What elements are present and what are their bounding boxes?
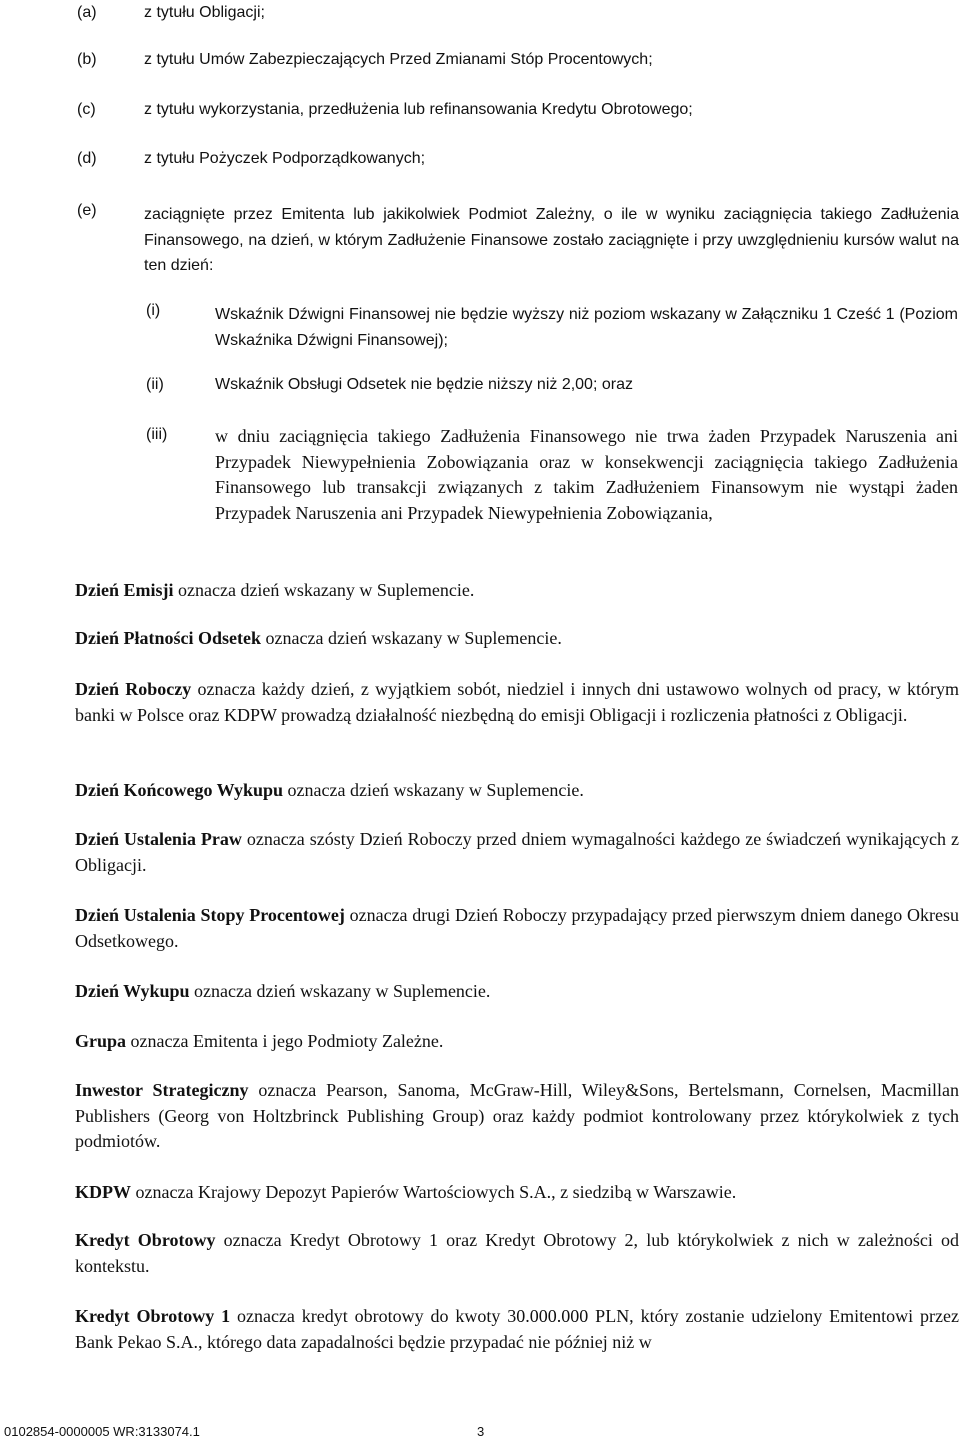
definition-term: Dzień Wykupu: [75, 981, 190, 1001]
list-text: z tytułu Umów Zabezpieczających Przed Zmianami Stóp Procentowych;: [144, 51, 653, 68]
list-text: z tytułu Obligacji;: [144, 4, 265, 21]
definition-term: Dzień Roboczy: [75, 679, 192, 699]
definition-text: oznacza Emitenta i jego Podmioty Zależne.: [126, 1031, 444, 1051]
definition-dzien-koncowego-wykupu: [75, 778, 959, 804]
definition-term: Dzień Ustalenia Stopy Procentowej: [75, 905, 345, 925]
list-label: (a): [77, 4, 97, 21]
definition-text: oznacza szósty Dzień Roboczy przed dniem wymagalności każdego ze świadczeń wynikających z Obligacji.: [75, 829, 959, 875]
definition-dzien-emisji: [75, 578, 959, 604]
sub-label: (i): [146, 302, 161, 319]
sub-text: w dniu zaciągnięcia takiego Zadłużenia Finansowego nie trwa żaden Przypadek Naruszenia ani Przypadek Niewypełnienia Zobowiązania oraz w konsekwencji zaciągnięcia takiego Zadłużenia Finansowego lub transakcji związanych z takim Zadłużeniem Finansowym nie wystąpi żaden Przypadek Naruszenia ani Przypadek Niewypełnienia Zobowiązania,: [215, 426, 958, 523]
list-text: zaciągnięte przez Emitenta lub jakikolwiek Podmiot Zależny, o ile w wyniku zaciągnięcia takiego Zadłużenia Finansowego, na dzień, w którym Zadłużenie Finansowe zostało zaciągnięte i przy uwzględnieniu kursów walut na ten dzień:: [144, 206, 959, 274]
sub-text: Wskaźnik Dźwigni Finansowej nie będzie wyższy niż poziom wskazany w Załączniku 1 Cześć 1 (Poziom Wskaźnika Dźwigni Finansowej);: [215, 306, 958, 349]
definition-dzien-wykupu: [75, 979, 959, 1005]
definition-term: KDPW: [75, 1182, 131, 1202]
definition-text: oznacza dzień wskazany w Suplemencie.: [261, 628, 562, 648]
list-label: (c): [77, 101, 96, 118]
list-text: z tytułu Pożyczek Podporządkowanych;: [144, 150, 426, 167]
list-label: (e): [77, 202, 97, 219]
definition-text: oznacza kredyt obrotowy do kwoty 30.000.000 PLN, który zostanie udzielony Emitentowi przez Bank Pekao S.A., którego data zapadalności będzie przypadać nie później niż w: [75, 1306, 959, 1352]
page-number: 3: [477, 1424, 485, 1439]
definition-text: oznacza każdy dzień, z wyjątkiem sobót, niedziel i innych dni ustawowo wolnych od pracy, w którym banki w Polsce oraz KDPW prowadzą działalność niezbędną do emisji Obligacji i rozliczenia płatności z Obligacji.: [75, 679, 959, 725]
definition-text: oznacza Krajowy Depozyt Papierów Wartościowych S.A., z siedzibą w Warszawie.: [131, 1182, 737, 1202]
definition-grupa: [75, 1029, 959, 1055]
definition-dzien-platnosci-odsetek: [75, 626, 959, 652]
definition-term: Dzień Emisji: [75, 580, 174, 600]
sub-text: Wskaźnik Obsługi Odsetek nie będzie niższy niż 2,00; oraz: [215, 376, 633, 393]
definition-dzien-roboczy: [75, 677, 959, 728]
definition-kdpw: [75, 1180, 959, 1206]
footer-doc-id: 0102854-0000005 WR:3133074.1: [4, 1424, 200, 1439]
definition-term: Dzień Końcowego Wykupu: [75, 780, 284, 800]
list-label: (b): [77, 51, 97, 68]
list-label: (d): [77, 150, 97, 167]
definition-text: oznacza Pearson, Sanoma, McGraw-Hill, Wiley&Sons, Bertelsmann, Cornelsen, Macmillan Publishers (Georg von Holtzbrinck Publishing Group) oraz każdy podmiot kontrolowany przez którykolwiek z tych podmiotów.: [75, 1080, 959, 1152]
definition-text: oznacza dzień wskazany w Suplemencie.: [189, 981, 491, 1001]
list-text: z tytułu wykorzystania, przedłużenia lub refinansowania Kredytu Obrotowego;: [144, 101, 693, 118]
definition-term: Dzień Ustalenia Praw: [75, 829, 242, 849]
definition-text: oznacza Kredyt Obrotowy 1 oraz Kredyt Obrotowy 2, lub którykolwiek z nich w zależności od kontekstu.: [75, 1230, 960, 1276]
definition-dzien-ustalenia-praw: [75, 827, 959, 878]
definition-inwestor-strategiczny: [75, 1078, 959, 1155]
definition-term: Dzień Płatności Odsetek: [75, 628, 261, 648]
definition-kredyt-obrotowy-1: [75, 1304, 959, 1355]
definition-term: Grupa: [75, 1031, 127, 1051]
sub-label: (ii): [146, 376, 164, 393]
sub-label: (iii): [146, 426, 168, 443]
definition-text: oznacza dzień wskazany w Suplemencie.: [173, 580, 475, 600]
definition-dzien-ustalenia-stopy: [75, 903, 959, 954]
definition-term: Kredyt Obrotowy 1: [75, 1306, 231, 1326]
definition-term: Inwestor Strategiczny: [75, 1080, 249, 1100]
definition-text: oznacza dzień wskazany w Suplemencie.: [283, 780, 584, 800]
definition-term: Kredyt Obrotowy: [75, 1230, 216, 1250]
definition-text: oznacza drugi Dzień Roboczy przypadający przed pierwszym dniem danego Okresu Odsetkowego.: [75, 905, 959, 951]
definition-kredyt-obrotowy: [75, 1228, 959, 1279]
